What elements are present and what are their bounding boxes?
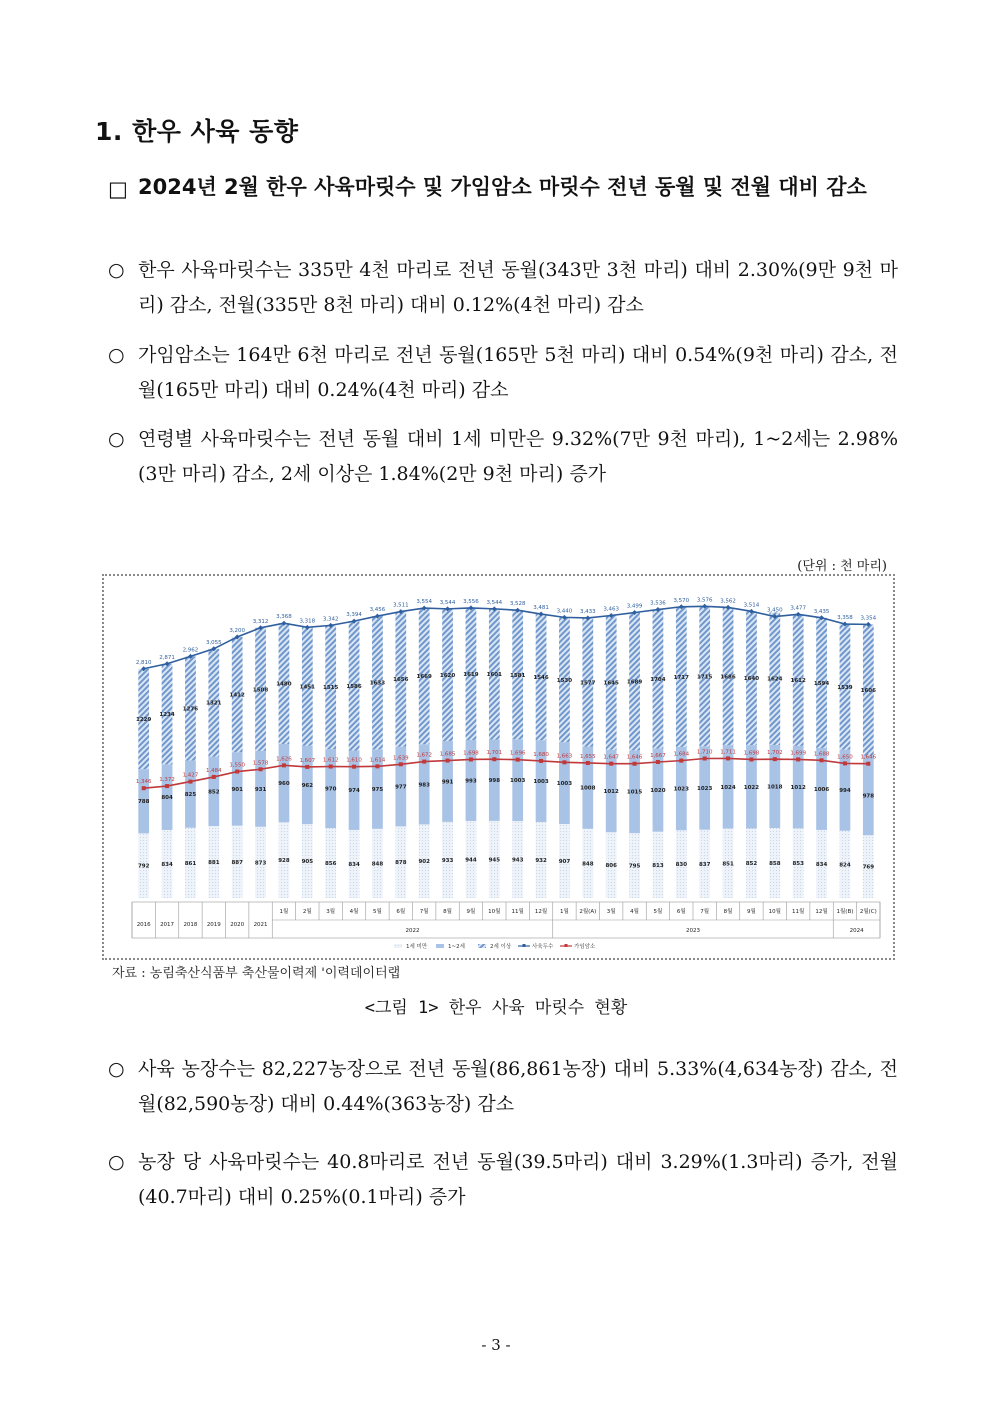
data-label: 1,701 [486, 750, 503, 757]
data-label: 901 [231, 786, 243, 793]
legend-swatch [436, 944, 444, 948]
breeding-cow-point [235, 770, 239, 774]
breeding-cow-point [142, 786, 146, 790]
breeding-cow-point [820, 758, 824, 762]
breeding-cow-point [165, 784, 169, 788]
data-label: 1412 [229, 692, 245, 699]
data-label: 3,440 [556, 608, 573, 615]
data-label: 928 [278, 858, 290, 865]
data-label: 3,450 [766, 607, 783, 614]
x-tick-label: 2020 [230, 922, 245, 928]
data-label: 1612 [790, 678, 806, 685]
x-tick-label: 2021 [253, 922, 268, 928]
circle-bullet-icon: ○ [108, 1058, 125, 1080]
breeding-cow-point [703, 757, 707, 761]
breeding-cow-point [656, 760, 660, 764]
data-label: 769 [862, 864, 875, 871]
breeding-cow-point [352, 765, 356, 769]
data-label: 1,702 [766, 750, 783, 757]
data-label: 1003 [556, 781, 573, 788]
data-label: 824 [839, 862, 851, 869]
data-label: 1530 [556, 677, 573, 684]
data-label: 1,696 [509, 750, 526, 757]
x-tick-label: 6월 [396, 909, 406, 915]
x-tick-label: 4월 [630, 909, 639, 915]
data-label: 3,514 [743, 602, 760, 609]
breeding-cow-point [609, 762, 613, 766]
data-label: 3,528 [509, 601, 526, 608]
data-label: 1656 [393, 677, 409, 684]
data-label: 861 [184, 860, 197, 867]
data-label: 3,055 [205, 639, 222, 646]
breeding-cow-point [866, 762, 870, 766]
headline [108, 170, 898, 205]
data-label: 978 [862, 793, 875, 800]
data-label: 1,646 [860, 754, 877, 761]
circle-bullet-icon: ○ [108, 428, 125, 450]
data-label: 1008 [580, 785, 596, 792]
legend-swatch [523, 944, 526, 947]
data-label: 1,612 [322, 757, 339, 764]
x-tick-label: 9월 [466, 909, 476, 915]
data-label: 2,871 [159, 654, 175, 661]
data-label: 993 [465, 778, 477, 785]
data-label: 1,647 [603, 754, 620, 761]
data-label: 1715 [697, 674, 713, 681]
data-label: 905 [301, 859, 314, 866]
data-label: 1546 [533, 675, 549, 682]
x-tick-label: 5월 [373, 909, 382, 915]
data-label: 3,312 [252, 618, 269, 625]
breeding-cow-point [843, 761, 847, 765]
data-label: 878 [395, 860, 407, 867]
breeding-cow-point [726, 756, 730, 760]
breeding-cow-point [282, 763, 286, 767]
bullet-text: 사육 농장수는 82,227농장으로 전년 동월(86,861농장) 대비 5.33%(4,634농장) 감소, 전월(82,590농장) 대비 0.44%(363농장) 감소 [138, 1058, 898, 1115]
data-label: 3,358 [837, 615, 853, 622]
breeding-cow-point [539, 759, 543, 763]
x-tick-label: 10월 [488, 909, 501, 915]
data-label: 3,435 [813, 608, 830, 615]
breeding-cow-point [586, 761, 590, 765]
data-label: 1620 [439, 672, 456, 679]
data-label: 1717 [673, 674, 689, 681]
data-label: 3,481 [533, 605, 549, 612]
data-label: 887 [231, 859, 243, 866]
data-label: 795 [628, 863, 641, 870]
x-tick-label: 7월 [700, 909, 710, 915]
data-label: 3,456 [369, 607, 386, 614]
data-label: 1,484 [205, 767, 222, 774]
data-label: 2,962 [182, 647, 199, 654]
unit-label: (단위 : 천 마리) [797, 559, 887, 574]
headline-text: 2024년 2월 한우 사육마릿수 및 가임암소 마릿수 전년 동월 및 전월 대비 감소 [138, 175, 867, 199]
breeding-cow-point [212, 775, 216, 779]
breeding-cow-point [446, 759, 450, 763]
data-label: 1023 [673, 786, 689, 793]
x-tick-label: 2016 [136, 922, 151, 928]
breeding-cow-point [633, 762, 637, 766]
data-label: 1,685 [439, 751, 456, 758]
data-label: 1539 [837, 684, 853, 691]
data-label: 1276 [182, 706, 199, 713]
data-label: 1,711 [720, 749, 736, 756]
data-label: 1003 [510, 778, 526, 785]
data-label: 852 [745, 861, 758, 868]
x-tick-label: 2017 [160, 922, 175, 928]
data-label: 1024 [720, 784, 736, 791]
data-label: 856 [324, 861, 337, 868]
x-tick-label: 4월 [349, 909, 359, 915]
data-label: 3,463 [603, 606, 620, 613]
data-label: 1,614 [369, 757, 386, 764]
x-tick-label: 11월 [792, 909, 805, 915]
data-label: 933 [441, 857, 454, 864]
data-label: 1577 [580, 680, 596, 687]
x-tick-label: 1월 [279, 909, 289, 915]
data-label: 1624 [767, 676, 783, 683]
bullet-item [108, 422, 898, 492]
breeding-cow-point [399, 762, 403, 766]
data-label: 851 [722, 861, 734, 868]
legend-label: 1세 미만 [406, 944, 428, 950]
data-label: 1234 [159, 712, 175, 719]
data-label: 788 [137, 799, 150, 806]
x-tick-label: 9월 [747, 909, 756, 915]
legend-label: 1~2세 [448, 944, 465, 950]
circle-bullet-icon: ○ [108, 259, 125, 281]
x-tick-label: 11월 [511, 909, 524, 915]
bullet-item [108, 338, 898, 408]
data-label: 1480 [276, 681, 292, 688]
data-label: 1,372 [159, 777, 175, 784]
data-label: 1601 [486, 672, 502, 679]
data-label: 1,578 [252, 760, 269, 767]
data-label: 962 [301, 782, 314, 789]
data-label: 2,810 [135, 659, 152, 666]
year-group-label: 2023 [686, 928, 700, 934]
data-label: 3,544 [486, 599, 503, 606]
data-label: 1451 [299, 684, 315, 691]
breeding-cow-point [562, 760, 566, 764]
data-label: 3,433 [579, 608, 596, 615]
data-label: 991 [441, 779, 454, 786]
cattle-count-chart [104, 576, 893, 958]
data-label: 3,570 [673, 597, 690, 604]
x-tick-label: 2019 [206, 922, 221, 928]
data-label: 1586 [346, 683, 362, 690]
data-label: 858 [769, 861, 781, 868]
data-label: 3,556 [463, 598, 479, 605]
data-label: 3,342 [322, 616, 339, 623]
data-label: 837 [698, 861, 711, 868]
data-label: 1,626 [276, 756, 292, 763]
data-label: 1,698 [463, 750, 479, 757]
x-tick-label: 2018 [183, 922, 198, 928]
x-tick-label: 3월 [606, 909, 616, 915]
x-tick-label: 8월 [443, 909, 452, 915]
data-label: 902 [418, 859, 430, 866]
breeding-cow-point [329, 764, 333, 768]
chart-frame [102, 574, 895, 960]
breeding-cow-point [679, 759, 683, 763]
data-label: 852 [208, 789, 220, 796]
x-tick-label: 8월 [723, 909, 733, 915]
data-label: 830 [675, 862, 688, 869]
data-label: 1012 [603, 788, 619, 795]
figure-caption: <그림 1> 한우 사육 마릿수 현황 [364, 998, 628, 1018]
data-label: 1,639 [392, 755, 409, 762]
x-tick-label: 2월 [302, 909, 312, 915]
data-label: 931 [254, 786, 267, 793]
data-label: 1,655 [579, 753, 596, 760]
data-label: 848 [371, 861, 384, 868]
data-label: 1,663 [556, 753, 573, 760]
data-label: 1,650 [837, 754, 853, 761]
data-label: 1606 [860, 687, 876, 694]
data-label: 804 [161, 795, 173, 802]
data-label: 1,667 [650, 753, 666, 760]
breeding-cow-point [773, 757, 777, 761]
data-label: 3,354 [860, 615, 877, 622]
data-label: 1,550 [229, 762, 246, 769]
data-label: 1515 [323, 685, 339, 692]
data-label: 1229 [136, 716, 152, 723]
data-label: 1,688 [813, 751, 830, 758]
data-label: 944 [465, 857, 477, 864]
data-label: 977 [395, 784, 407, 791]
data-label: 943 [511, 857, 524, 864]
circle-bullet-icon: ○ [108, 1151, 125, 1173]
data-label: 3,554 [416, 599, 433, 606]
data-label: 881 [208, 860, 220, 867]
data-label: 825 [184, 792, 197, 799]
x-tick-label: 7월 [419, 909, 429, 915]
data-label: 3,576 [696, 597, 713, 604]
x-tick-label: 6월 [676, 909, 686, 915]
data-label: 1640 [743, 676, 760, 683]
data-label: 1,699 [790, 750, 807, 757]
data-label: 1003 [533, 779, 549, 786]
data-label: 1321 [206, 700, 222, 707]
data-label: 1,672 [416, 752, 433, 759]
data-label: 834 [815, 861, 828, 868]
data-label: 3,544 [439, 599, 456, 606]
data-label: 1,710 [696, 749, 713, 756]
data-label: 1686 [720, 674, 736, 681]
breeding-cow-point [492, 757, 496, 761]
bullet-item [108, 253, 898, 323]
data-label: 3,394 [346, 612, 362, 619]
page-number: - 3 - [481, 1336, 511, 1354]
data-label: 1581 [510, 672, 526, 679]
data-label: 1704 [650, 676, 666, 683]
breeding-cow-point [305, 765, 309, 769]
breeding-cow-point [469, 757, 473, 761]
year-group-label: 2024 [849, 928, 864, 934]
data-label: 792 [137, 863, 150, 870]
data-label: 975 [371, 787, 384, 794]
data-label: 848 [582, 861, 594, 868]
data-label: 932 [535, 857, 547, 864]
data-label: 3,536 [650, 600, 666, 607]
data-label: 806 [605, 863, 617, 870]
breeding-cow-point [259, 767, 263, 771]
breeding-cow-point [188, 780, 192, 784]
data-label: 3,477 [790, 605, 807, 612]
year-group-label: 2022 [405, 928, 420, 934]
data-label: 1022 [743, 784, 760, 791]
bullet-text: 가임암소는 164만 6천 마리로 전년 동월(165만 5천 마리) 대비 0.54%(9천 마리) 감소, 전월(165만 마리) 대비 0.24%(4천 마리) 감소 [138, 344, 898, 401]
x-tick-label: 1월 [560, 909, 569, 915]
data-label: 1619 [463, 671, 479, 678]
bullet-item [108, 1145, 898, 1215]
data-label: 994 [839, 788, 851, 795]
data-label: 1,646 [626, 754, 643, 761]
legend-label: 2세 이상 [490, 944, 512, 950]
data-label: 3,318 [299, 618, 316, 625]
breeding-cow-point [796, 757, 800, 761]
data-label: 1508 [252, 687, 269, 694]
data-label: 834 [161, 861, 173, 868]
x-tick-label: 3월 [326, 909, 336, 915]
legend-label: 가임암소 [574, 944, 596, 950]
data-label: 834 [348, 861, 360, 868]
data-label: 1018 [767, 784, 783, 791]
legend-swatch [565, 944, 568, 947]
data-label: 853 [792, 861, 804, 868]
data-label: 873 [254, 860, 267, 867]
data-label: 970 [324, 786, 337, 793]
data-label: 3,368 [276, 614, 292, 621]
legend-label: 사육두수 [532, 944, 554, 950]
data-label: 1633 [369, 680, 386, 687]
data-label: 1015 [626, 789, 643, 796]
data-label: 1,607 [299, 757, 316, 764]
breeding-cow-point [422, 760, 426, 764]
data-label: 1,610 [346, 757, 362, 764]
data-label: 3,499 [626, 603, 643, 610]
data-label: 1645 [603, 680, 619, 687]
x-tick-label: 2월(A) [579, 909, 597, 915]
breeding-cow-point [516, 758, 520, 762]
data-label: 1,680 [533, 751, 549, 758]
data-label: 1020 [650, 788, 666, 795]
data-label: 1006 [813, 786, 830, 793]
data-label: 983 [418, 782, 430, 789]
x-tick-label: 2월(C) [859, 909, 877, 915]
breeding-cow-point [375, 764, 379, 768]
data-label: 1012 [790, 785, 806, 792]
data-label: 960 [278, 781, 290, 788]
bullet-text: 연령별 사육마릿수는 전년 동월 대비 1세 미만은 9.32%(7만 9천 마리), 1~2세는 2.98%(3만 마리) 감소, 2세 이상은 1.84%(2만 9천 마리) 증가 [138, 428, 898, 485]
data-label: 1,698 [743, 750, 760, 757]
bullet-text: 한우 사육마릿수는 335만 4천 마리로 전년 동월(343만 3천 마리) 대비 2.30%(9만 9천 마리) 감소, 전월(335만 8천 마리) 대비 0.12%(4천 마리) 감소 [138, 259, 898, 316]
data-label: 907 [558, 859, 571, 866]
data-label: 1669 [416, 674, 432, 681]
source-note: 자료 : 농림축산식품부 축산물이력제 '이력데이터랩 [112, 966, 401, 981]
data-label: 3,200 [229, 627, 246, 634]
circle-bullet-icon: ○ [108, 344, 125, 366]
data-label: 3,511 [392, 602, 409, 609]
bullet-item [108, 1052, 898, 1122]
data-label: 998 [488, 778, 501, 785]
bullet-text: 농장 당 사육마릿수는 40.8마리로 전년 동월(39.5마리) 대비 3.29%(1.3마리) 증가, 전월(40.7마리) 대비 0.25%(0.1마리) 증가 [138, 1151, 898, 1208]
data-label: 813 [652, 862, 664, 869]
data-label: 1689 [626, 679, 643, 686]
x-tick-label: 1월(B) [836, 909, 854, 915]
data-label: 1594 [813, 680, 830, 687]
section-title: 1. 한우 사육 동향 [95, 117, 299, 146]
data-label: 1,427 [182, 772, 199, 779]
x-tick-label: 5월 [653, 909, 663, 915]
square-bullet-icon: □ [108, 177, 128, 201]
data-label: 1,346 [135, 779, 152, 786]
data-label: 1023 [697, 785, 713, 792]
data-label: 1,684 [673, 751, 690, 758]
x-tick-label: 12월 [815, 909, 828, 915]
x-tick-label: 10월 [768, 909, 781, 915]
legend-swatch [394, 944, 402, 948]
x-tick-label: 12월 [534, 909, 548, 915]
data-label: 974 [348, 788, 360, 795]
data-label: 3,562 [720, 598, 736, 605]
legend-swatch [478, 944, 486, 948]
breeding-cow-point [749, 757, 753, 761]
data-label: 945 [488, 857, 501, 864]
